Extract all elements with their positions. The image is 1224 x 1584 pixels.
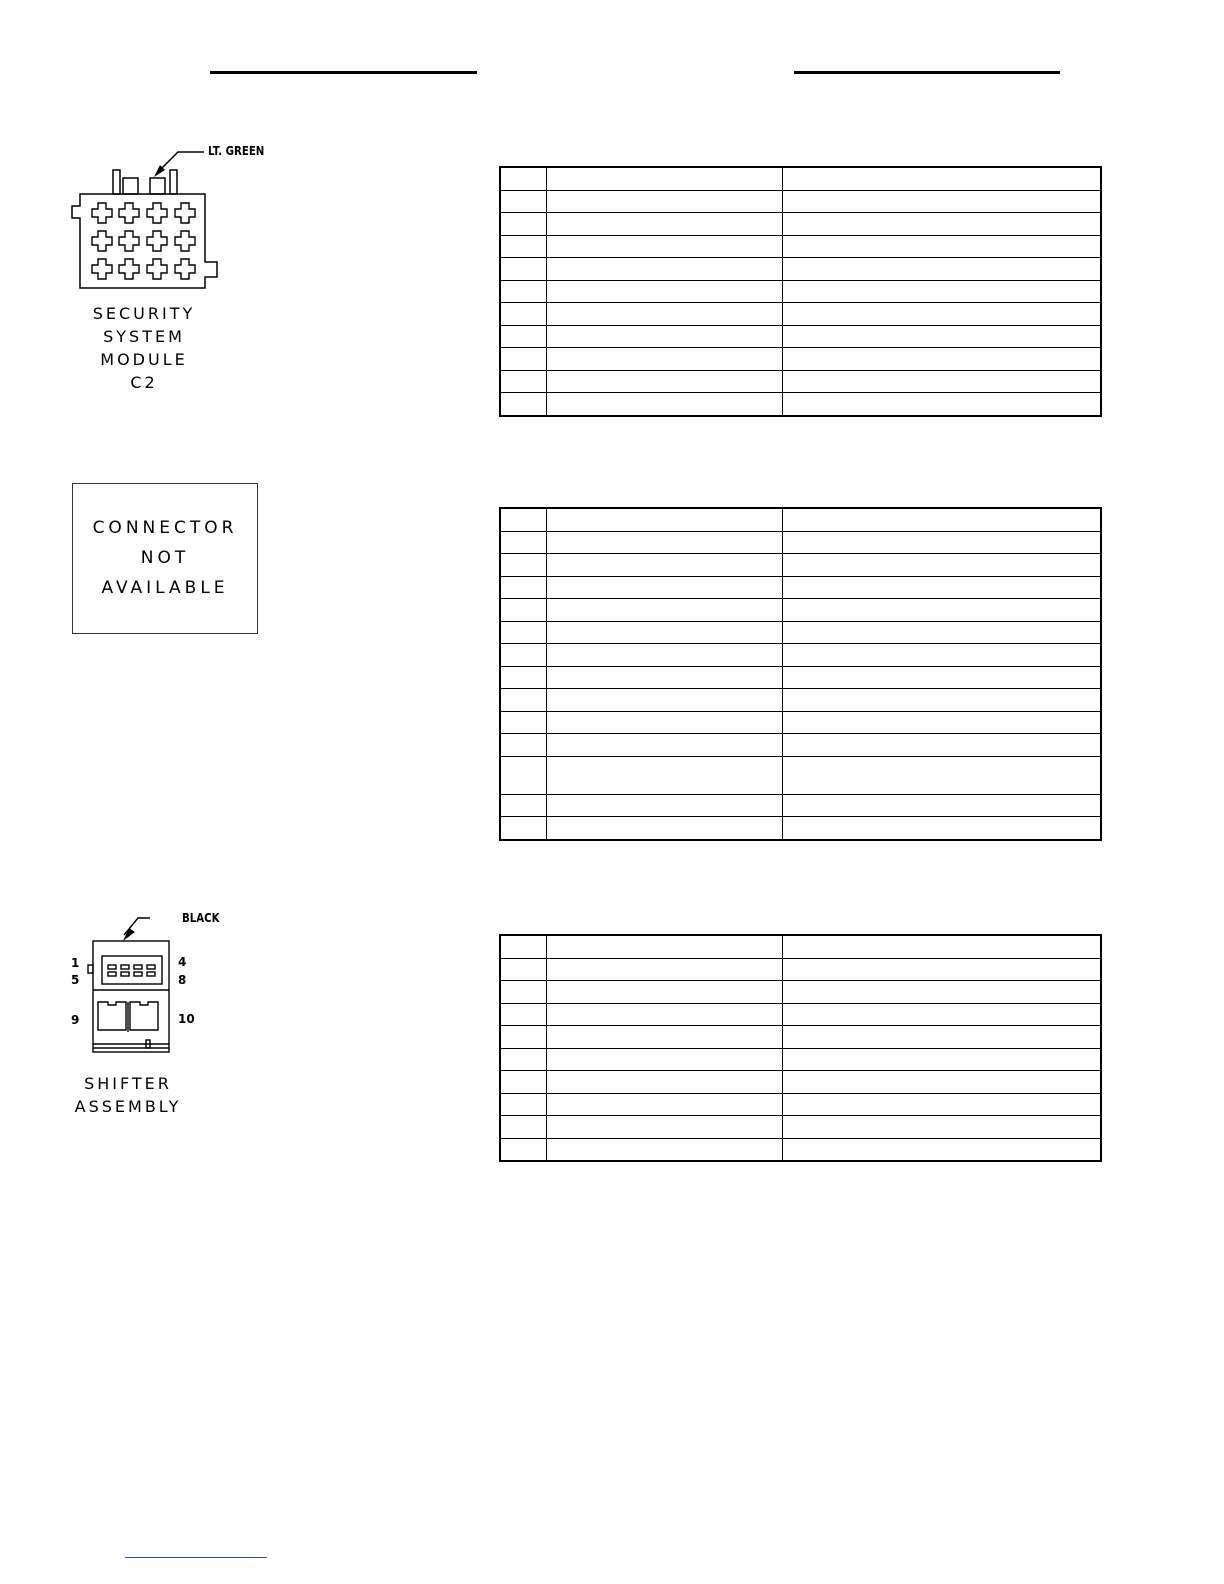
table-cell: [500, 794, 547, 817]
table-cell: [783, 599, 1102, 622]
table-cell: [547, 576, 783, 599]
security-module-caption: [84, 302, 204, 394]
table-cell: [783, 303, 1102, 326]
table-cell: [783, 348, 1102, 371]
table-row: [500, 711, 1101, 734]
table-cell: [547, 935, 783, 958]
table-row: [500, 167, 1101, 190]
table-cell: [500, 1138, 547, 1161]
shifter-color-callout: BLACK: [182, 911, 220, 925]
table-row: [500, 1093, 1101, 1116]
table-row: [500, 576, 1101, 599]
table-cell: [547, 1138, 783, 1161]
shifter-pin-10-label: 10: [178, 1012, 195, 1026]
security-module-connector-diagram: [66, 140, 276, 295]
table-cell: [783, 280, 1102, 303]
terminal-pin: [175, 231, 195, 251]
table-cell: [783, 935, 1102, 958]
table-row: [500, 644, 1101, 667]
table-row: [500, 1003, 1101, 1026]
table-cell: [500, 370, 547, 393]
table-cell: [547, 1116, 783, 1139]
table-cell: [500, 280, 547, 303]
table-cell: [500, 190, 547, 213]
table-cell: [547, 235, 783, 258]
table-cell: [547, 958, 783, 981]
terminal-pin: [92, 259, 112, 279]
shifter-caption: [68, 1072, 188, 1118]
caption-line: SECURITY: [92, 304, 196, 323]
table-cell: [500, 167, 547, 190]
table-cell: [500, 393, 547, 416]
pinout-table-3: [499, 934, 1102, 1162]
table-cell: [500, 981, 547, 1004]
table-cell: [783, 554, 1102, 577]
table-cell: [500, 1071, 547, 1094]
table-cell: [500, 689, 547, 712]
table-row: [500, 508, 1101, 531]
table-cell: [500, 235, 547, 258]
table-cell: [500, 213, 547, 236]
table-cell: [783, 258, 1102, 281]
table-row: [500, 794, 1101, 817]
terminal-pin: [92, 203, 112, 223]
table-cell: [547, 666, 783, 689]
table-cell: [500, 1026, 547, 1049]
table-cell: [547, 303, 783, 326]
table-cell: [500, 508, 547, 531]
table-cell: [783, 370, 1102, 393]
table-row: [500, 734, 1101, 757]
header-rule-right: [794, 71, 1060, 74]
table-cell: [547, 167, 783, 190]
security-module-color-callout: LT. GREEN: [208, 144, 265, 158]
table-cell: [783, 393, 1102, 416]
table-cell: [500, 756, 547, 794]
pinout-table-2: [499, 507, 1102, 841]
table-cell: [783, 576, 1102, 599]
table-cell: [547, 599, 783, 622]
table-row: [500, 689, 1101, 712]
caption-line: SHIFTER: [84, 1074, 172, 1093]
table-cell: [500, 1048, 547, 1071]
table-row: [500, 531, 1101, 554]
header-rule-left: [210, 71, 477, 74]
table-row: [500, 958, 1101, 981]
table-row: [500, 190, 1101, 213]
table-cell: [547, 280, 783, 303]
table-cell: [547, 258, 783, 281]
table-row: [500, 621, 1101, 644]
shifter-pin-1-label: 1: [71, 956, 80, 970]
table-cell: [500, 711, 547, 734]
table-cell: [783, 190, 1102, 213]
table-cell: [547, 1071, 783, 1094]
table-cell: [547, 1048, 783, 1071]
table-cell: [500, 554, 547, 577]
table-cell: [783, 1116, 1102, 1139]
table-cell: [547, 644, 783, 667]
table-row: [500, 981, 1101, 1004]
table-cell: [547, 689, 783, 712]
terminal-pin: [119, 259, 139, 279]
table-cell: [783, 981, 1102, 1004]
shifter-pin-9-label: 9: [71, 1013, 80, 1027]
terminal-pin: [175, 203, 195, 223]
table-cell: [783, 167, 1102, 190]
table-cell: [500, 958, 547, 981]
table-cell: [547, 621, 783, 644]
table-row: [500, 666, 1101, 689]
table-cell: [783, 621, 1102, 644]
na-line: CONNECTOR: [92, 518, 238, 538]
table-row: [500, 258, 1101, 281]
table-row: [500, 393, 1101, 416]
table-cell: [547, 794, 783, 817]
shifter-pin-5-label: 5: [71, 973, 80, 987]
table-row: [500, 817, 1101, 840]
table-cell: [547, 1026, 783, 1049]
na-line: AVAILABLE: [101, 578, 229, 598]
caption-line: C2: [130, 373, 158, 392]
table-row: [500, 348, 1101, 371]
table-cell: [547, 817, 783, 840]
table-cell: [783, 325, 1102, 348]
table-row: [500, 325, 1101, 348]
table-cell: [500, 325, 547, 348]
table-cell: [547, 325, 783, 348]
table-cell: [783, 756, 1102, 794]
table-cell: [500, 531, 547, 554]
table-cell: [547, 1003, 783, 1026]
table-cell: [547, 756, 783, 794]
table-cell: [783, 794, 1102, 817]
table-cell: [500, 576, 547, 599]
table-row: [500, 1138, 1101, 1161]
table-row: [500, 599, 1101, 622]
table-cell: [547, 348, 783, 371]
table-cell: [783, 1071, 1102, 1094]
terminal-pin: [147, 259, 167, 279]
table-cell: [783, 958, 1102, 981]
table-cell: [783, 1093, 1102, 1116]
table-cell: [783, 817, 1102, 840]
terminal-pin: [147, 231, 167, 251]
table-cell: [500, 1003, 547, 1026]
table-row: [500, 1026, 1101, 1049]
table-cell: [500, 258, 547, 281]
table-row: [500, 1048, 1101, 1071]
table-row: [500, 303, 1101, 326]
table-cell: [500, 666, 547, 689]
terminal-pin: [175, 259, 195, 279]
table-row: [500, 1116, 1101, 1139]
table-cell: [783, 1003, 1102, 1026]
table-cell: [500, 303, 547, 326]
table-cell: [783, 531, 1102, 554]
table-cell: [783, 734, 1102, 757]
table-cell: [547, 711, 783, 734]
table-cell: [500, 1093, 547, 1116]
caption-line: MODULE: [100, 350, 188, 369]
table-row: [500, 554, 1101, 577]
table-cell: [783, 235, 1102, 258]
table-cell: [500, 599, 547, 622]
table-cell: [500, 621, 547, 644]
terminal-pin: [147, 203, 167, 223]
table-cell: [547, 213, 783, 236]
table-cell: [783, 213, 1102, 236]
table-cell: [500, 1116, 547, 1139]
table-row: [500, 935, 1101, 958]
connector-not-available-box: [72, 483, 258, 634]
table-cell: [547, 508, 783, 531]
table-cell: [783, 711, 1102, 734]
caption-line: ASSEMBLY: [74, 1097, 182, 1116]
na-line: NOT: [140, 548, 190, 568]
table-cell: [547, 393, 783, 416]
table-cell: [783, 508, 1102, 531]
table-cell: [783, 689, 1102, 712]
table-row: [500, 235, 1101, 258]
table-cell: [500, 935, 547, 958]
terminal-pin: [119, 203, 139, 223]
shifter-pin-8-label: 8: [178, 973, 187, 987]
table-cell: [547, 1093, 783, 1116]
terminal-pin: [92, 231, 112, 251]
table-cell: [783, 1048, 1102, 1071]
caption-line: SYSTEM: [103, 327, 185, 346]
table-cell: [500, 348, 547, 371]
footer-link-underline[interactable]: [125, 1557, 267, 1558]
table-cell: [500, 644, 547, 667]
table-cell: [783, 1026, 1102, 1049]
pinout-table-1: [499, 166, 1102, 417]
table-cell: [783, 644, 1102, 667]
table-row: [500, 370, 1101, 393]
table-row: [500, 280, 1101, 303]
table-cell: [547, 370, 783, 393]
table-cell: [500, 817, 547, 840]
table-cell: [547, 981, 783, 1004]
table-cell: [547, 554, 783, 577]
table-cell: [783, 666, 1102, 689]
table-row: [500, 1071, 1101, 1094]
table-cell: [500, 734, 547, 757]
table-cell: [547, 190, 783, 213]
shifter-connector-diagram: [86, 908, 226, 1058]
table-cell: [547, 531, 783, 554]
table-cell: [783, 1138, 1102, 1161]
terminal-pin: [119, 231, 139, 251]
table-cell: [547, 734, 783, 757]
table-row: [500, 213, 1101, 236]
table-row: [500, 756, 1101, 794]
shifter-pin-4-label: 4: [178, 955, 187, 969]
